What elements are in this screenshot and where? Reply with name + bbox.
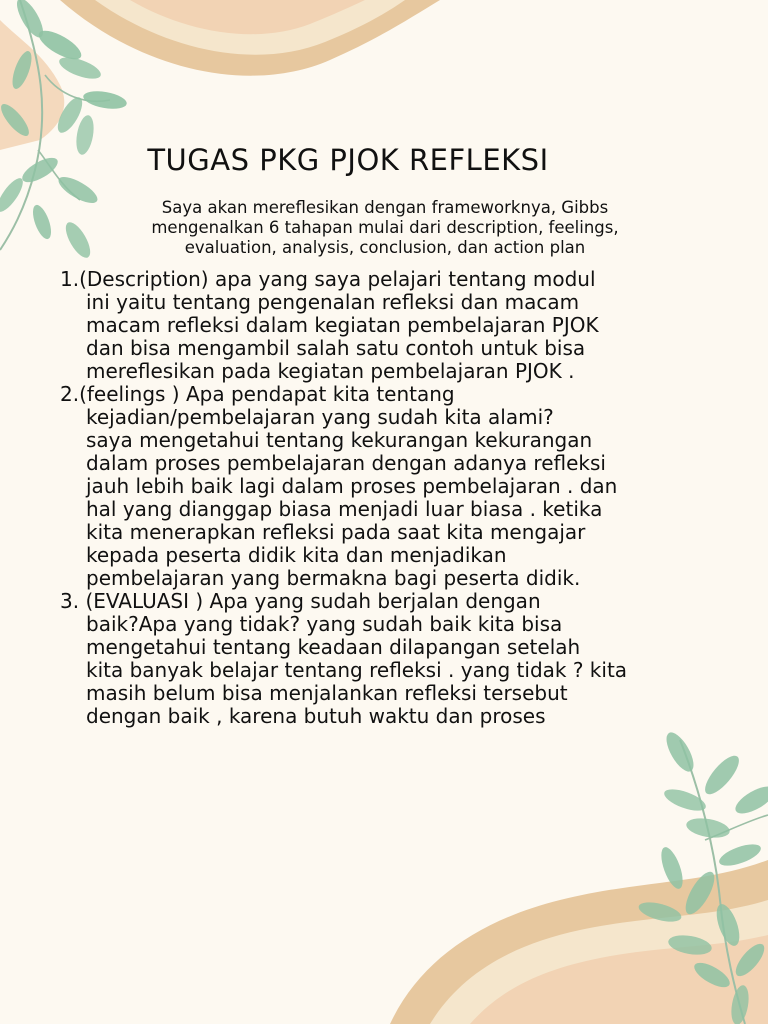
- page-title: TUGAS PKG PJOK REFLEKSI: [147, 143, 549, 177]
- item-text-line: mengetahui tentang keadaan dilapangan setelah: [86, 635, 581, 659]
- intro-line: mengenalkan 6 tahapan mulai dari description, feelings,: [151, 218, 619, 237]
- item-text-line: kita menerapkan refleksi pada saat kita mengajar: [86, 520, 586, 544]
- intro-line: evaluation, analysis, conclusion, dan action plan: [184, 238, 586, 257]
- item-text-line: kita banyak belajar tentang refleksi . yang tidak ? kita: [86, 658, 628, 682]
- item-text-line: hal yang dianggap biasa menjadi luar biasa . ketika: [86, 497, 603, 521]
- item-text-line: dan bisa mengambil salah satu contoh untuk bisa: [86, 336, 586, 360]
- list-item-evaluasi: [60, 590, 760, 728]
- item-text-line: kejadian/pembelajaran yang sudah kita alami?: [86, 405, 554, 429]
- item-text-line: macam refleksi dalam kegiatan pembelajaran PJOK: [86, 313, 599, 337]
- intro-paragraph: [80, 198, 690, 258]
- item-text-line: baik?Apa yang tidak? yang sudah baik kita bisa: [86, 612, 563, 636]
- item-text-line: ini yaitu tentang pengenalan refleksi dan macam: [86, 290, 580, 314]
- item-text-line: dengan baik , karena butuh waktu dan proses: [86, 704, 546, 728]
- item-text-line: masih belum bisa menjalankan refleksi tersebut: [86, 681, 568, 705]
- list-item-feelings: [60, 383, 760, 590]
- item-text-line: 1.(Description) apa yang saya pelajari tentang modul: [60, 267, 596, 291]
- reflection-list: [60, 268, 760, 728]
- item-text-line: 2.(feelings ) Apa pendapat kita tentang: [60, 382, 455, 406]
- item-text-line: dalam proses pembelajaran dengan adanya refleksi: [86, 451, 606, 475]
- item-text-line: pembelajaran yang bermakna bagi peserta didik.: [86, 566, 581, 590]
- item-text-line: kepada peserta didik kita dan menjadikan: [86, 543, 507, 567]
- item-text-line: jauh lebih baik lagi dalam proses pembelajaran . dan: [86, 474, 618, 498]
- item-text-line: saya mengetahui tentang kekurangan kekurangan: [86, 428, 593, 452]
- item-text-line: 3. (EVALUASI ) Apa yang sudah berjalan dengan: [60, 589, 541, 613]
- item-text-line: mereflesikan pada kegiatan pembelajaran PJOK .: [86, 359, 575, 383]
- list-item-description: [60, 268, 760, 383]
- intro-line: Saya akan mereflesikan dengan frameworknya, Gibbs: [161, 198, 609, 217]
